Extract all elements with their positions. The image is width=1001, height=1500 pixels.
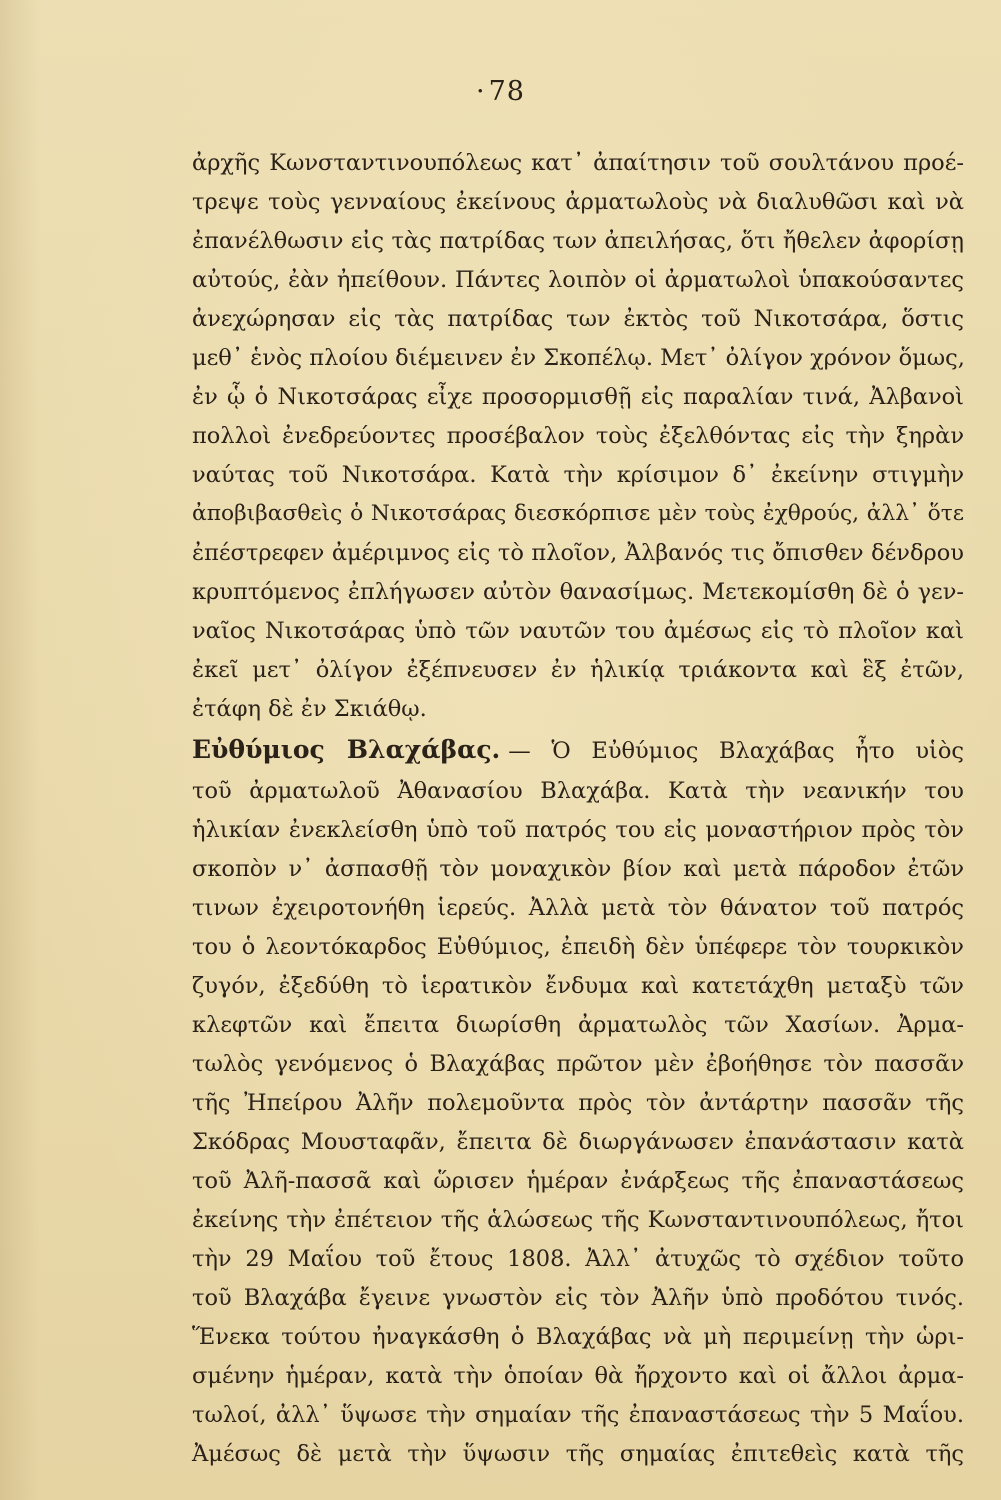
text-line: τῆς Ἠπείρου Ἀλῆν πολεμοῦντα πρὸς τὸν ἀντάρτην πασσᾶν τῆς [192,1090,964,1116]
text-line: σκοπὸν ν᾽ ἀσπασθῇ τὸν μοναχικὸν βίον καὶ μετὰ πάροδον ἐτῶν [192,856,964,882]
text-line: ἐτάφη δὲ ἐν Σκιάθῳ. [192,696,427,722]
text-line: του ὁ λεοντόκαρδος Εὐθύμιος, ἐπειδὴ δὲν ὑπέφερε τὸν τουρκικὸν [192,934,964,960]
section-first-line [192,735,964,765]
text-line: τὴν 29 Μαΐου τοῦ ἔτους 1808. Ἀλλ᾽ ἀτυχῶς τὸ σχέδιον τοῦτο [192,1246,964,1272]
text-line: τοῦ Βλαχάβα ἔγεινε γνωστὸν εἰς τὸν Ἀλῆν ὑπὸ προδότου τινός. [192,1285,964,1311]
text-line: ναύτας τοῦ Νικοτσάρα. Κατὰ τὴν κρίσιμον δ᾽ ἐκείνην στιγμὴν [192,462,964,488]
text-line: Σκόδρας Μουσταφᾶν, ἔπειτα δὲ διωργάνωσεν ἐπανάστασιν κατὰ [192,1129,964,1155]
text-line: Ἕνεκα τούτου ἠναγκάσθη ὁ Βλαχάβας νὰ μὴ περιμείνῃ τὴν ὡρι- [192,1324,964,1350]
text-line: τινων ἐχειροτονήθη ἱερεύς. Ἀλλὰ μετὰ τὸν θάνατον τοῦ πατρός [192,895,964,921]
text-line: τρεψε τοὺς γενναίους ἐκείνους ἀρματωλοὺς νὰ διαλυθῶσι καὶ νὰ [192,189,964,215]
text-line: ναῖος Νικοτσάρας ὑπὸ τῶν ναυτῶν του ἀμέσως εἰς τὸ πλοῖον καὶ [192,618,964,644]
text-line: ἐκείνης τὴν ἐπέτειον τῆς ἁλώσεως τῆς Κωνσταντινουπόλεως, ἤτοι [192,1207,964,1233]
text-line: κρυπτόμενος ἐπλήγωσεν αὐτὸν θανασίμως. Μετεκομίσθη δὲ ὁ γεν- [192,579,964,605]
text-line: ἀρχῆς Κωνσταντινουπόλεως κατ᾽ ἀπαίτησιν τοῦ σουλτάνου προέ- [192,150,964,176]
text-line: τωλοί, ἀλλ᾽ ὕψωσε τὴν σημαίαν τῆς ἐπαναστάσεως τὴν 5 Μαΐου. [192,1402,964,1428]
text-line: ἀποβιβασθεὶς ὁ Νικοτσάρας διεσκόρπισε μὲν τοὺς ἐχθρούς, ἀλλ᾽ ὅτε [192,501,964,526]
text-line: αὐτούς, ἐὰν ἠπείθουν. Πάντες λοιπὸν οἱ ἀρματωλοὶ ὑπακούσαντες [192,267,964,293]
text-line: ἐπανέλθωσιν εἰς τὰς πατρίδας των ἀπειλήσας, ὅτι ἤθελεν ἀφορίσῃ [192,228,964,254]
page-number [0,76,1001,107]
text-line: ἐν ᾧ ὁ Νικοτσάρας εἶχε προσορμισθῇ εἰς παραλίαν τινά, Ἀλβανοὶ [192,384,964,410]
text-line: τωλὸς γενόμενος ὁ Βλαχάβας πρῶτον μὲν ἐβοήθησε τὸν πασσᾶν [192,1051,964,1077]
text-line: ἀνεχώρησαν εἰς τὰς πατρίδας των ἐκτὸς τοῦ Νικοτσάρα, ὅστις [192,306,964,332]
text-line: ἐκεῖ μετ᾽ ὀλίγον ἐξέπνευσεν ἐν ἡλικίᾳ τριάκοντα καὶ ἓξ ἐτῶν, [192,657,964,683]
text-line: κλεφτῶν καὶ ἔπειτα διωρίσθη ἀρματωλὸς τῶν Χασίων. Ἀρμα- [192,1012,964,1038]
text-line: μεθ᾽ ἑνὸς πλοίου διέμεινεν ἐν Σκοπέλῳ. Μετ᾽ ὀλίγον χρόνον ὅμως, [192,345,965,371]
section-first-line-text: — Ὁ Εὐθύμιος Βλαχάβας ἦτο υἱὸς [508,738,964,764]
text-line: ζυγόν, ἐξεδύθη τὸ ἱερατικὸν ἔνδυμα καὶ κατετάχθη μεταξὺ τῶν [192,973,964,999]
section-heading: Εὐθύμιος Βλαχάβας. [192,735,501,764]
text-line: τοῦ Ἀλῆ-πασσᾶ καὶ ὥρισεν ἡμέραν ἐνάρξεως τῆς ἐπαναστάσεως [192,1168,964,1194]
text-line: Ἀμέσως δὲ μετὰ τὴν ὕψωσιν τῆς σημαίας ἐπιτεθεὶς κατὰ τῆς [192,1441,964,1467]
text-line: πολλοὶ ἐνεδρεύοντες προσέβαλον τοὺς ἐξελθόντας εἰς τὴν ξηρὰν [192,423,964,449]
text-line: σμένην ἡμέραν, κατὰ τὴν ὁποίαν θὰ ἤρχοντο καὶ οἱ ἄλλοι ἀρμα- [192,1363,964,1389]
page-edge-shadow [0,0,40,1500]
text-line: ἡλικίαν ἐνεκλείσθη ὑπὸ τοῦ πατρός του εἰς μοναστήριον πρὸς τὸν [192,817,964,843]
page-number-dash: · [476,76,486,107]
page-number-value: 78 [488,76,525,107]
text-line: τοῦ ἀρματωλοῦ Ἀθανασίου Βλαχάβα. Κατὰ τὴν νεανικήν του [192,778,964,804]
text-line: ἐπέστρεφεν ἀμέριμνος εἰς τὸ πλοῖον, Ἀλβανός τις ὄπισθεν δένδρου [192,540,964,566]
